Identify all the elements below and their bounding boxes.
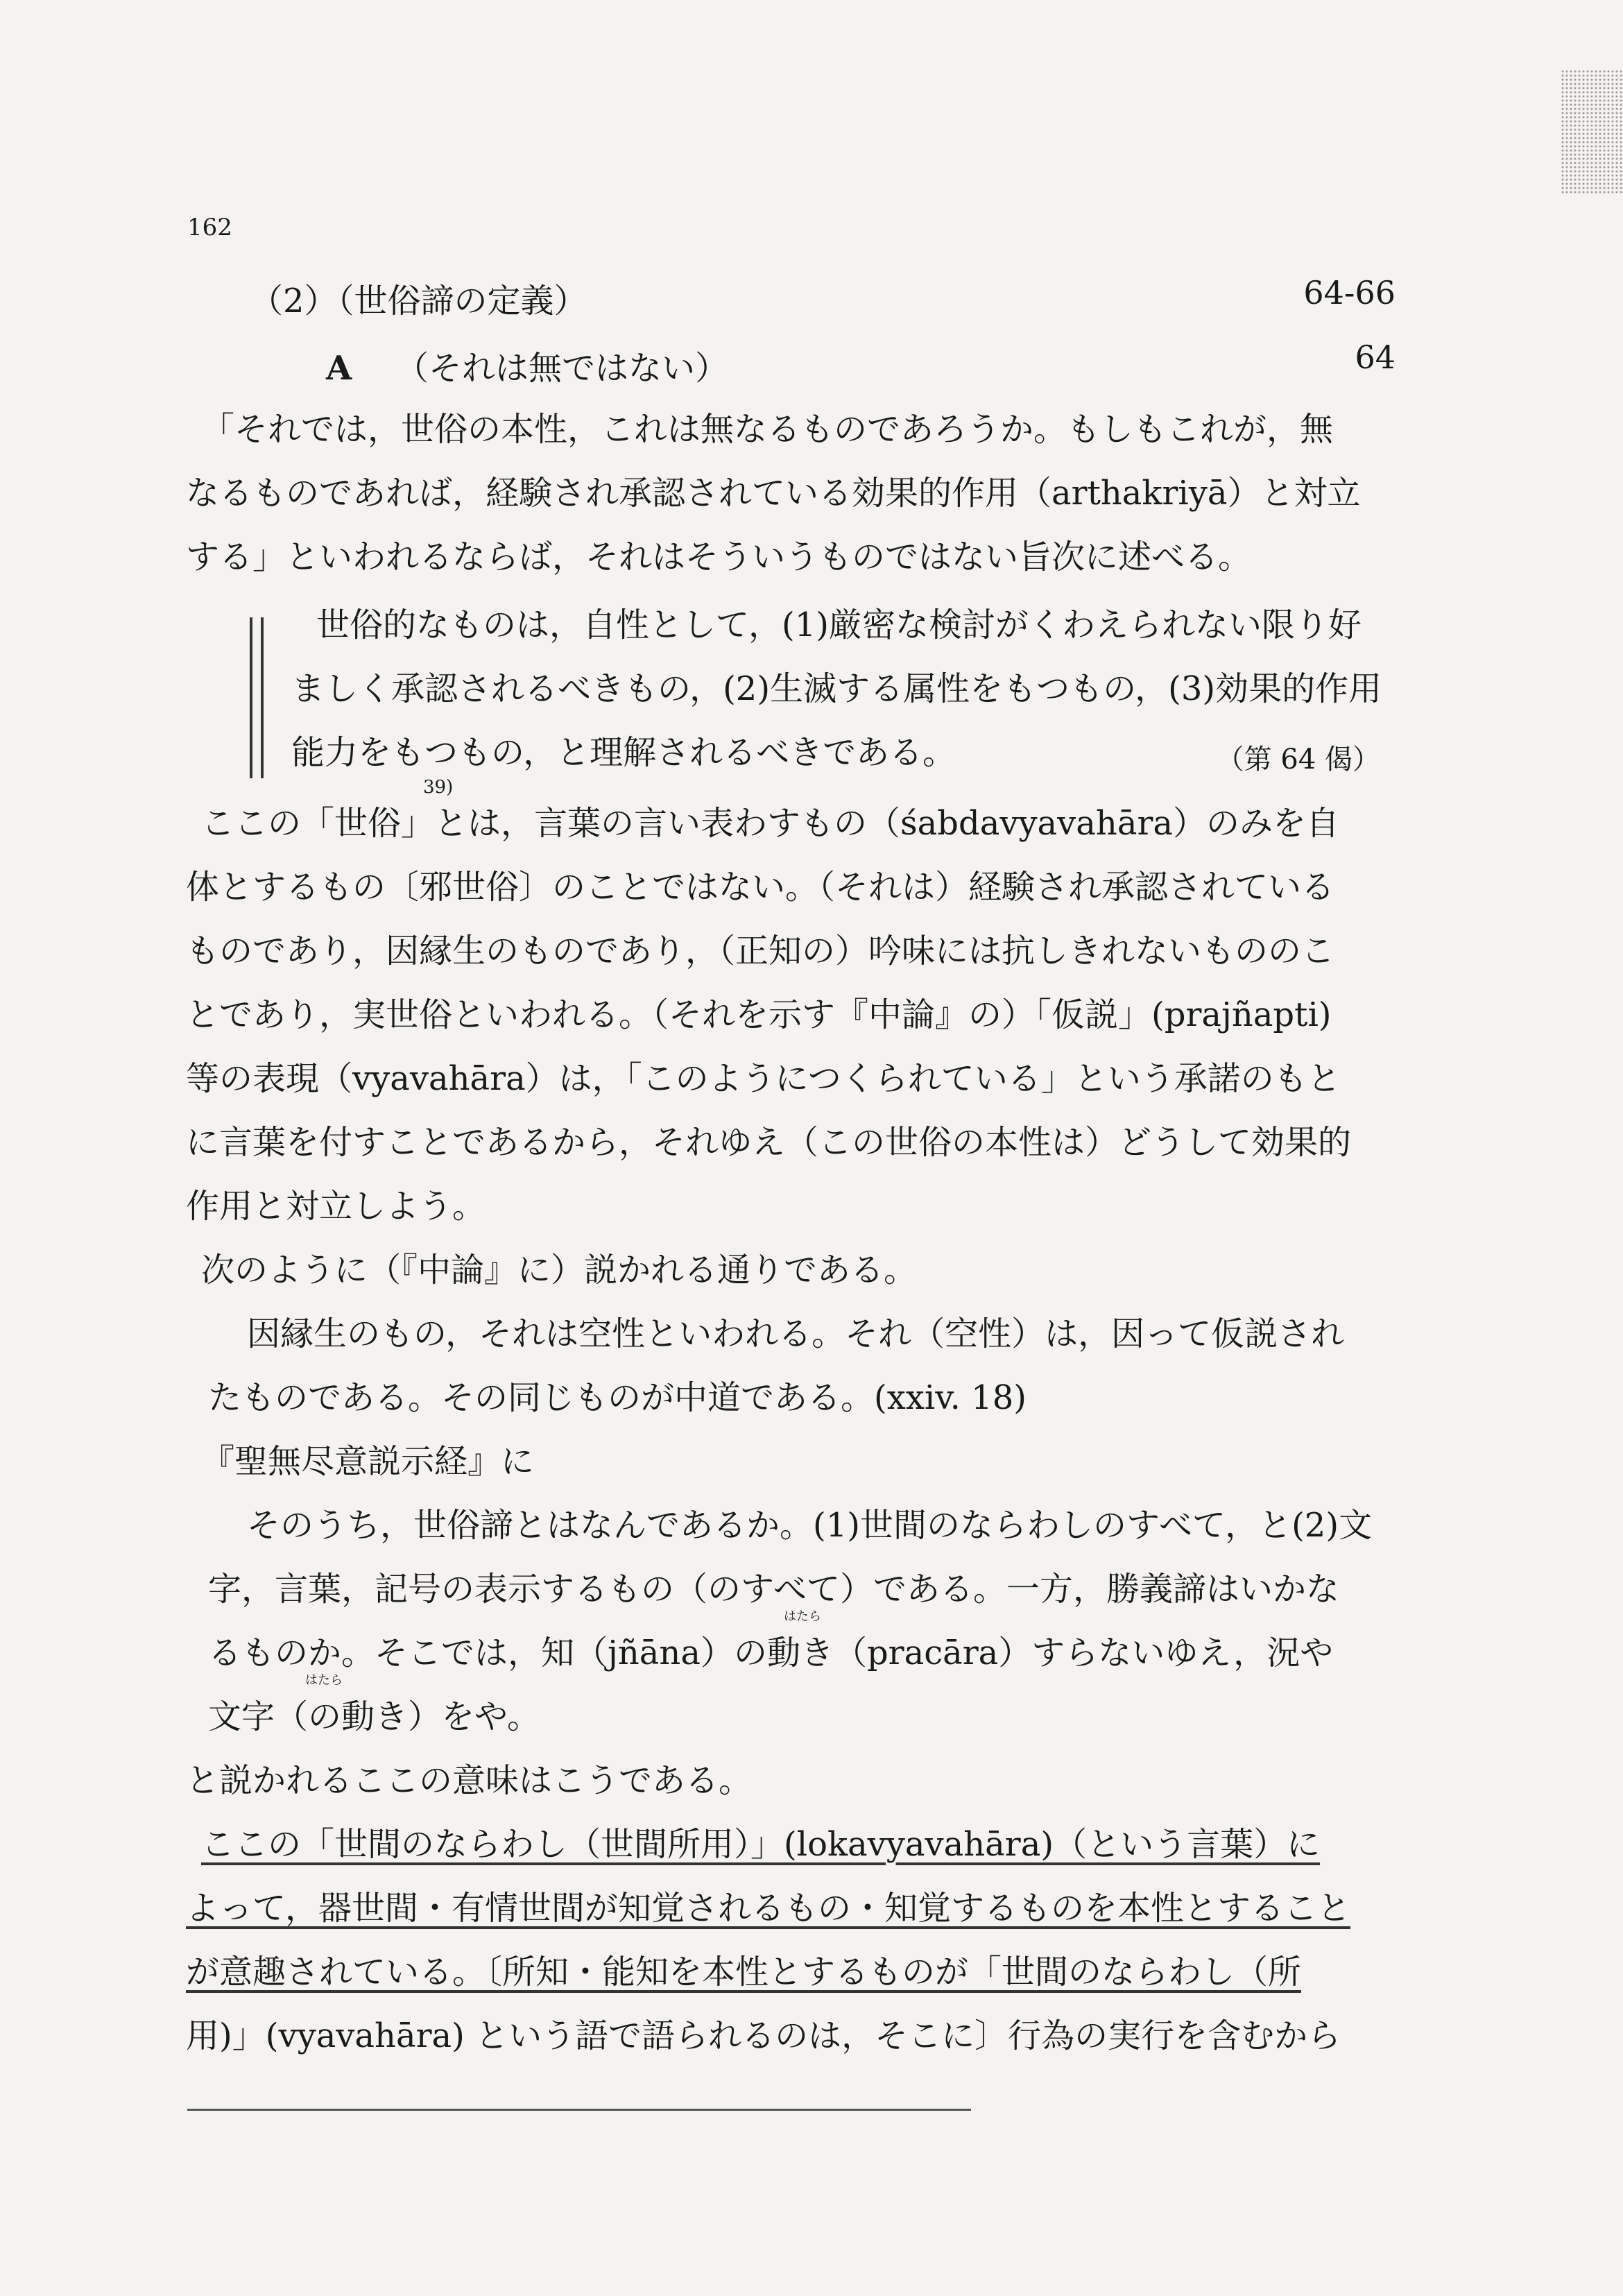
footnote-mark: 39) [423,777,454,798]
verse-line: 世俗的なものは，自性として，(1)厳密な検討がくわえられない限り好 [316,606,1362,644]
verse-reference: （第 64 偈） [1216,744,1380,776]
quote-line: たものである。その同じものが中道である。(xxiv. 18) [208,1378,1027,1417]
text-line: 「それでは，世俗の本性，これは無なるものであろうか。もしもこれが，無 [201,410,1334,449]
text-line: よって，器世間・有情世間が知覚されるもの・知覚するものを本性とすること [186,1889,1351,1928]
subsection-title: （それは無ではない） [395,349,729,388]
underline-rule [187,2109,971,2111]
page-number: 162 [187,214,232,241]
text-line: に言葉を付すことであるから，それゆえ（この世俗の本性は）どうして効果的 [186,1123,1352,1162]
text-line: 作用と対立しよう。 [186,1187,486,1226]
verse-line: 能力をもつもの，と理解されるべきである。 [291,733,956,772]
text-line: 体とするもの〔邪世俗〕のことではない。（それは）経験され承認されている [186,868,1335,907]
section-ref: 64-66 [1303,274,1396,311]
scan-artifact [1561,69,1623,194]
subsection-heading [326,341,728,389]
text-line: 用)」(vyavahāra) という語で語られるのは，そこに〕行為の実行を含むから [186,2016,1341,2055]
verse-line: ましく承認されるべきもの，(2)生滅する属性をもつもの，(3)効果的作用 [291,669,1382,708]
section-heading: （2）（世俗諦の定義） [250,282,587,320]
sutra-line: るものか。そこでは，知（jñāna）の動き（pracāra）すらないゆえ，況や [208,1634,1334,1672]
sutra-line: 文字（の動き）をや。 [208,1697,541,1736]
subsection-label: A [326,349,352,388]
verse-bar [250,617,264,778]
text-line: と説かれるここの意味はこうである。 [186,1761,753,1800]
text-line: が意趣されている。〔所知・能知を本性とするものが「世間のならわし（所 [186,1953,1302,1991]
text-line: する」といわれるならば，それはそういうものではない旨次に述べる。 [186,538,1252,576]
quote-line: 因縁生のもの，それは空性といわれる。それ（空性）は，因って仮説され [247,1314,1345,1353]
subsection-ref: 64 [1355,339,1396,376]
sutra-title: 『聖無尽意説示経』に [201,1442,535,1481]
text-line: ここの「世間のならわし（世間所用）」(lokavyavahāra)（という言葉）に [201,1825,1321,1864]
ruby-annotation: はたら [305,1673,343,1688]
text-line: なるものであれば，経験され承認されている効果的作用（arthakriyā）と対立 [186,474,1361,513]
sutra-line: 字，言葉，記号の表示するもの（のすべて）である。一方，勝義諦はいかな [208,1570,1340,1609]
text-line: とであり，実世俗といわれる。（それを示す『中論』の）「仮説」(prajñapti) [186,995,1332,1034]
text-line: 等の表現（vyavahāra）は，「このようにつくられている」という承諾のもと [186,1059,1341,1098]
quote-intro: 次のように（『中論』に）説かれる通りである。 [201,1251,918,1290]
ruby-annotation: はたら [784,1609,821,1624]
text-line: ここの「世俗」とは，言葉の言い表わすもの（śabdavyavahāra）のみを自 [201,804,1340,843]
sutra-line: そのうち，世俗諦とはなんであるか。(1)世間のならわしのすべて，と(2)文 [247,1506,1373,1545]
text-line: ものであり，因縁生のものであり，（正知の）吟味には抗しきれないもののこ [186,932,1335,970]
